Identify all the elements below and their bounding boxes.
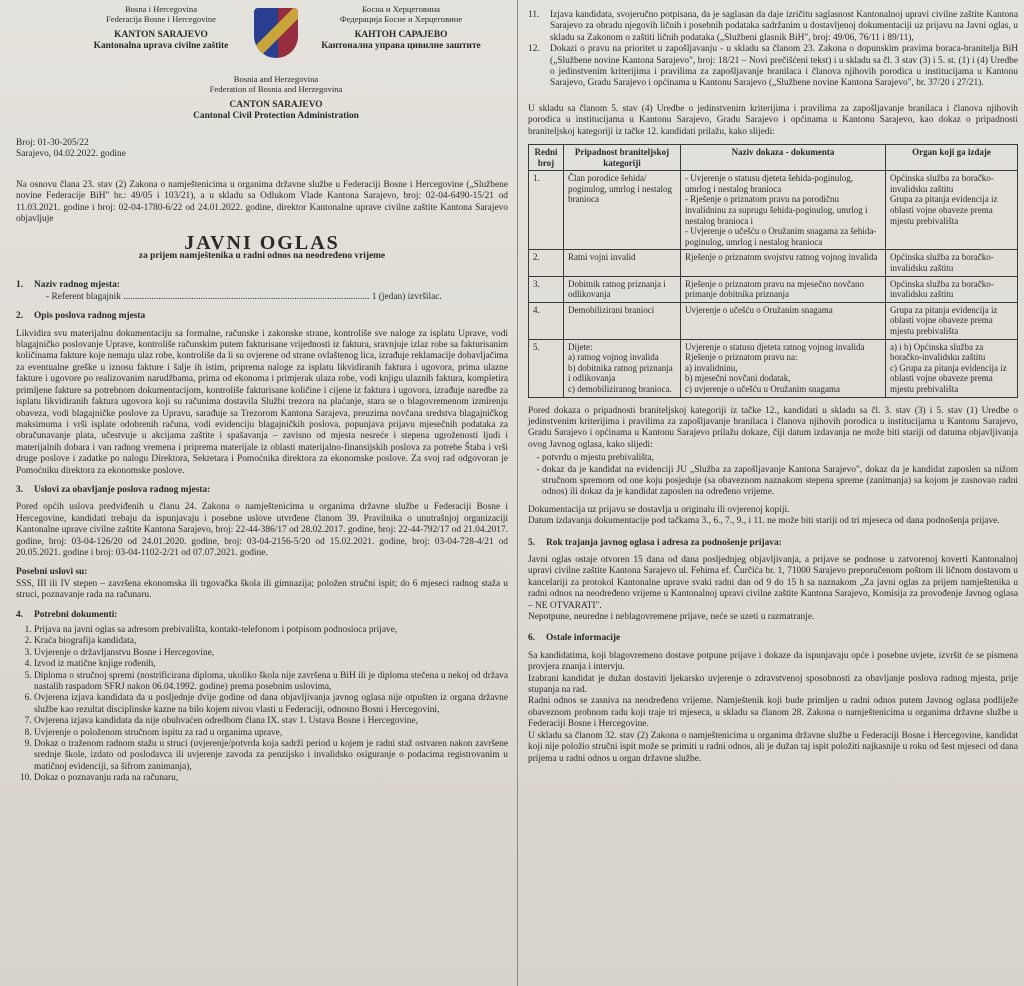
list-item: 8. Uvjerenje o položenom stručnom ispitu za rad u organima uprave, [34, 728, 508, 739]
letterhead-english [156, 74, 396, 121]
document-date: Sarajevo, 04.02.2022. godine [16, 149, 126, 160]
other-info-paragraph: Radni odnos se zasniva na neodređeno vrijeme. Namještenik koji bude primljen u radni odnos putem Javnog oglasa podliježe obaveznom probnom radu koji traje tri mjeseca, u skladu sa članom 28. Zakona o namještenicima u organima državne službe u Federaciji Bosne i Hercegovine. [528, 696, 1018, 730]
list-item: - potvrdu o mjestu prebivališta, [542, 453, 1018, 464]
table-row [529, 339, 1018, 397]
table-cell: 3. [529, 276, 564, 302]
table-header-row [529, 145, 1018, 171]
table-cell: a) i b) Općinska služba za boračko-invalidsku zaštitu c) Grupa za pitanja evidencija iz oblasti vojne obaveze prema mjestu prebivališta [886, 339, 1018, 397]
admin-name-cyrillic: Кантонална управа цивилне заштите [321, 40, 481, 51]
list-item: 6. Ovjerena izjava kandidata da u posljednje dvije godine od dana objavljivanja javnog oglasa nije otpušten iz organa državne službe kao rezultat disciplinske kazne na bilo kojem nivou vlasti u Federaciji, odnosno Bosni i Hercegovini, [34, 693, 508, 716]
table-row [529, 276, 1018, 302]
table-cell: Općinska služba za boračko-invalidsku zaštitu [886, 250, 1018, 276]
list-item: 10. Dokaz o poznavanju rada na računaru, [34, 773, 508, 784]
table-cell: 5. [529, 339, 564, 397]
other-info-paragraph: Sa kandidatima, koji blagovremeno dostave potpune prijave i dokaze da ispunjavaju opće i posebne uvjete, izvršit će se pismena provjera znanja i intervju. [528, 650, 1018, 673]
section-5-heading: 5. Rok trajanja javnog oglasa i adresa za podnošenje prijava: [528, 537, 782, 548]
section-1-heading: 1. Naziv radnog mjesta: [16, 280, 120, 291]
section-6-heading: 6. Ostale informacije [528, 633, 621, 644]
list-item: 11. Izjava kandidata, svojeručno potpisana, da je saglasan da daje izričitu saglasnost Kantonalnoj upravi civilne zaštite Kantona Sarajevo za obradu njegovih ličnih i posebnih podataka sadržanim u dostavljenoj dokumentaciji uz prijavu na Javni oglas, u skladu sa Zakonom o zaštiti ličnih podataka („Službeni glasnik BiH", broj: 49/06, 76/11 i 89/11), [528, 10, 1018, 43]
general-conditions: Pored općih uslova predviđenih u članu 24. Zakona o namještenicima u organima državne službe u Federaciji Bosne i Hercegovine, kandidati trebaju da ispunjavaju i posebne uslove utvrđene članom 39. Pravilnika o unutrašnjoj organizaciji Kantonalne uprave civilne zaštite Kantona Sarajevo, broj: 22-44-386/17 od 28.02.2017. godine, broj: 22-44-792/17 od 21.04.2017. godine, broj: 03-04-126/20 od 24.01.2020. godine, broj: 03-04-2156-5/20 od 15.02.2021. godine, broj: 03-04-728-4/21 od 20.05.2021. godine i broj: 03-04-1102-2/21 od 07.07.2021. godine. [16, 502, 508, 558]
special-conditions: SSS, III ili IV stepen – završena ekonomska ili trgovačka škola ili gimnazija; položen stručni ispit; do 6 mjeseci radnog staža u struci, poznavanje rada na računaru. [16, 578, 508, 601]
special-conditions-heading: Posebni uslovi su: [16, 567, 88, 578]
other-info-paragraph: Izabrani kandidat je dužan dostaviti ljekarsko uvjerenje o zdravstvenoj sposobnosti za obavljanje poslova radnog mjesta, prije stupanja na rad. [528, 673, 1018, 696]
page-title: JAVNI OGLAS [184, 231, 340, 254]
incomplete-applications-note: Nepotpune, neuredne i neblagovremene prijave, neće se uzeti u razmatranje. [528, 612, 815, 623]
column-divider [517, 0, 518, 986]
table-cell: Općinska služba za boračko-invalidsku zaštitu [886, 276, 1018, 302]
list-item: 5. Diploma o stručnoj spremi (nostrificirana diploma, ukoliko škola nije završena u BiH ili je diploma stečena u nekoj od država nastalih raspadom SFRJ nakon 06.04.1992. godine) prema posebnim uslovima, [34, 671, 508, 694]
federation-name-cyrillic: Федерација Босне и Херцеговине [339, 14, 463, 25]
table-cell: 1. [529, 171, 564, 250]
table-cell: Grupa za pitanja evidencija iz oblasti vojne obaveze prema mjestu prebivališta [886, 302, 1018, 339]
table-intro: U skladu sa članom 5. stav (4) Uredbe o jedinstvenim kriterijima i pravilima za zapošljavanje branilaca i članova njihovih porodica u institucijama u Kantonu Sarajevo, Gradu Sarajevo i općinama u Kantonu Sarajevo, kao dokaz o pripadnosti braniteljskoj kategoriji iz tačke 12. kandidati prilažu, kako slijedi: [528, 103, 1018, 137]
table-row [529, 302, 1018, 339]
list-item: 12. Dokazi o pravu na prioritet u zapošljavanju - u skladu sa članom 23. Zakona o dopunskim pravima boraca-branitelja BiH („Službene novine Kantona Sarajevo", broj: 18/21 – Novi prečišćeni tekst) i u skladu sa čl. 3 stav (3) i 5. st. (1) i (4) Uredbe o jedinstvenim kriterijima i pravilima za zapošljavanje branilaca i članova njihovih porodica u institucijama u Kantonu Sarajevo, Gradu Sarajevo i općinama u Kantonu Sarajevo („Službene novine Kantona Sarajevo", br. 37/20 i 27/21). [528, 44, 1018, 89]
document-meta [16, 138, 126, 161]
letterhead-bosnian [76, 4, 246, 51]
table-cell: Član porodice šehida/ poginulog, umrlog i nestalog branioca [564, 171, 681, 250]
list-item: 7. Ovjerena izjava kandidata da nije obuhvaćen odredbom člana IX. stav 1. Ustava Bosne i Hercegovine, [34, 716, 508, 727]
canton-name-cyrillic: КАНТОН САРАЈЕВО [354, 30, 448, 41]
table-cell: Dobitnik ratnog priznanja i odlikovanja [564, 276, 681, 302]
list-item: 9. Dokaz o traženom radnom stažu u struci (uvjerenje/potvrda koja sadrži period u kojem je radni staž ostvaren nakon završene srednje škole, izdato od poslodavca ili uvjerenje zavoda za penzijsko i invalidsko osiguranje o podacima registrovanim u matičnoj evidenciji, sa šifrom zanimanja), [34, 739, 508, 773]
table-row [529, 171, 1018, 250]
documentation-note: Dokumentacija uz prijavu se dostavlja u originalu ili ovjerenoj kopiji. [528, 504, 790, 515]
table-cell: Ratni vojni invalid [564, 250, 681, 276]
table-cell: Rješenje o priznatom svojstvu ratnog vojnog invalida [681, 250, 886, 276]
table-cell: Općinska služba za boračko-invalidsku zaštitu Grupa za pitanja evidencija iz oblasti vojne obaveze prema mjestu prebivališta [886, 171, 1018, 250]
country-name-cyrillic: Босна и Херцеговина [362, 4, 440, 14]
letterhead-cyrillic [306, 4, 496, 51]
right-column [528, 0, 1018, 765]
admin-name: Kantonalna uprava civilne zaštite [93, 40, 229, 51]
documentation-date-note: Datum izdavanja dokumentacije pod tačkama 3., 6., 7., 9., i 11. ne može biti stariji od tri mjeseca od dana podnošenja prijave. [528, 516, 1000, 527]
list-item: 2. Kraća biografija kandidata, [34, 636, 508, 647]
section-2-heading: 2. Opis poslova radnog mjesta [16, 311, 146, 322]
after-table-paragraph: Pored dokaza o pripadnosti braniteljskoj kategoriji iz tačke 12., kandidati u skladu sa čl. 3. stav (3) i 5. stav (1) Uredbe o jedinstvenim kriterijima i pravilima za zapošljavanje branilaca i članova njihovih porodica u institucijama u Kantonu Sarajevo, Gradu Sarajevo i općinama u Kantonu Sarajevo prilažu dokaze, čiji datum izdavanja ne može biti stariji od datuma objavljivanja ovog Javnog oglasa, kako slijedi: [528, 405, 1018, 450]
table-cell: Uvjerenje o statusu djeteta ratnog vojnog invalida Rješenje o priznatom pravu na: a) invalidninu, b) mjesečni novčani dodatak, c) uvjerenje o učešću u Oružanim snagama [681, 339, 886, 397]
table-cell: 4. [529, 302, 564, 339]
job-description: Likvidira svu materijalnu dokumentaciju sa formalne, računske i zakonske strane, kontroliše sve naloge za isplatu Uprave, vodi blagajničko poslovanje Uprave, kontroliše računskim putem fakturisane vrijednosti iz faktura, sravnjuje izlaz robe sa fakturisanim količinama fakture koje nemaju ulaz robe, kontroliše da li su ovjerene od strane ovlaštenog lica, izrađuje reklamacije dobavljačima za eventualne greške u iznosu fakture i šalje ih istim, priprema naloge za isplatu likvidiranih faktura i ugovora, prima ulazne fakture i ugovore po realizovanim narudžbama, prima od ekonoma i primjerak ulaza robe, vodi knjigu ulaznih faktura, kompletira primljene fakture sa potrebnom dokumentacijom, kontroliše fakturisane količine i cijene iz faktura i ugovora, izrađuje naredbe za isplatu likvidiranih faktura ugovora koji su računima dostavila Službi trezora na plaćanje, stara se o blagovremenom izmirenju obaveza, vodi blagajničke poslove za Upravu, sarađuje sa Trezorom Kantona Sarajeva, preuzima novčana sredstva blagajničkog maksimuma i vrši isplate odobrenih računa, vodi evidenciju blagajničkih poslova, popunjava prijavu mjesečnih podataka za obračunavanje plata, učestvuje u akcijama zaštite i spašavanja – zavisno od mjesta nesreće i stepena ugroženosti ljudi i materijalnih dobara i van radnog vremena i priprema materijale iz oblasti materijalno-finansijskih poslova za potrebe Štaba i vrši druge poslove i zadatke po nalogu Direktora, Sekretara i Pomoćnika direktora za ekonomske poslove. Za svoj rad odgovoran je Pomoćniku direktora za ekonomske poslove. [16, 328, 508, 476]
table-cell: 2. [529, 250, 564, 276]
table-cell: Uvjerenje o učešću o Oružanim snagama [681, 302, 886, 339]
admin-name-english: Cantonal Civil Protection Administration [193, 110, 359, 121]
section-3-heading: 3. Uslovi za obavljanje poslova radnog mjesta: [16, 484, 211, 495]
left-column [16, 0, 508, 785]
position-line: - Referent blagajnik ......................................................................................................... 1 (jedan) izvršilac. [46, 291, 442, 302]
country-name-english: Bosnia and Herzegovina [233, 74, 319, 84]
list-item: 4. Izvod iz matične knjige rođenih, [34, 659, 508, 670]
additional-proofs-list [528, 453, 1018, 499]
federation-name-english: Federation of Bosnia and Herzegovina [209, 84, 343, 95]
veterans-documents-table [528, 144, 1018, 397]
canton-name-english: CANTON SARAJEVO [229, 100, 323, 111]
table-cell: - Uvjerenje o statusu djeteta šehida-poginulog, umrlog i nestalog branioca - Rješenje o priznatom pravu na porodičnu invalidninu za suprugu šehida-poginulog, umrlog i nestalog branioca i - Uvjerenje o učešću o Oružanim snagama za šehida-poginulog, umrlog i nestalog branioca [681, 171, 886, 250]
list-item: 1. Prijava na javni oglas sa adresom prebivališta, kontakt-telefonom i potpisom podnosioca prijave, [34, 625, 508, 636]
table-cell: Dijete: a) ratnog vojnog invalida b) dobitnika ratnog priznanja i odlikovanja c) demobiliziranog branioca. [564, 339, 681, 397]
canton-name: KANTON SARAJEVO [114, 30, 208, 41]
column-header: Redni broj [529, 145, 564, 171]
column-header: Pripadnost braniteljskoj kategoriji [564, 145, 681, 171]
intro-paragraph: Na osnovu člana 23. stav (2) Zakona o namještenicima u organima državne službe u Federaciji Bosne i Hercegovine („Službene novine Federacije BiH" br.: 49/05 i 103/21), a u skladu sa Odlukom Vlade Kantona Sarajevo, broj: 02-04-6490-15/21 od 11.03.2021. godine i broj: 02-04-1780-6/22 od 24.01.2022. godine, direktor Kantonalne uprave civilne zaštite Kantona Sarajevo objavljuje [16, 180, 508, 225]
column-header: Organ koji ga izdaje [886, 145, 1018, 171]
letterhead [16, 0, 508, 180]
column-header: Naziv dokaza - dokumenta [681, 145, 886, 171]
other-info-paragraph: U skladu sa članom 32. stav (2) Zakona o namještenicima u organima državne službe u Federaciji Bosne i Hercegovine, kandidat koji nije položio stručni ispit može se primiti u radni odnos, ali je dužan taj ispit položiti najkasnije u roku od šest mjeseci od dana prijema u radni odnos u organ državne službe. [528, 730, 1018, 764]
required-documents-list [16, 625, 508, 785]
table-cell: Rješenje o priznatom pravu na mjesečno novčano primanje dobitnika priznanja [681, 276, 886, 302]
deadline-paragraph: Javni oglas ostaje otvoren 15 dana od dana posljednjeg objavljivanja, a prijave se podnose u zatvorenoj koverti Kantonalnoj upravi civilne zaštite Kantona Sarajevo ul. Fehima ef. Čurčića br. 1, 71000 Sarajevo preporučenom poštom ili ličnom dostavom u kancelariji za protokol Kantonalne uprave svaki radni dan od 9 do 15 h sa naznakom „Za javni oglas za prijem namještenika u radni odnos na neodređeno vrijeme u Kantonalnoj upravi civilne zaštite Kantona Sarajevo, Komisija za provođenje Javnog oglasa – NE OTVARATI". [528, 555, 1018, 611]
federation-name: Federacija Bosne i Hercegovine [105, 14, 216, 25]
country-name: Bosna i Hercegovina [124, 4, 198, 14]
page-subtitle: za prijem namještenika u radni odnos na neodređeno vrijeme [138, 251, 386, 262]
coat-of-arms-icon [254, 8, 298, 58]
document-number: Broj: 01-30-205/22 [16, 138, 89, 148]
table-cell: Demobilizirani branioci [564, 302, 681, 339]
section-4-heading: 4. Potrebni dokumenti: [16, 609, 118, 620]
table-row [529, 250, 1018, 276]
list-item: - dokaz da je kandidat na evidenciji JU „Služba za zapošljavanje Kantona Sarajevo", dokaz da je kandidat zaposlen sa nižom stručnom spremom od one koju posjeduje (sa obaveznom naznakom stepena spreme (zanimanja) sa kojom je zasnovao radni odnos) ili dokaz da je kandidat zaposlen na određeno vrijeme. [542, 465, 1018, 499]
list-item: 3. Uvjerenje o državljanstvu Bosne i Hercegovine, [34, 648, 508, 659]
